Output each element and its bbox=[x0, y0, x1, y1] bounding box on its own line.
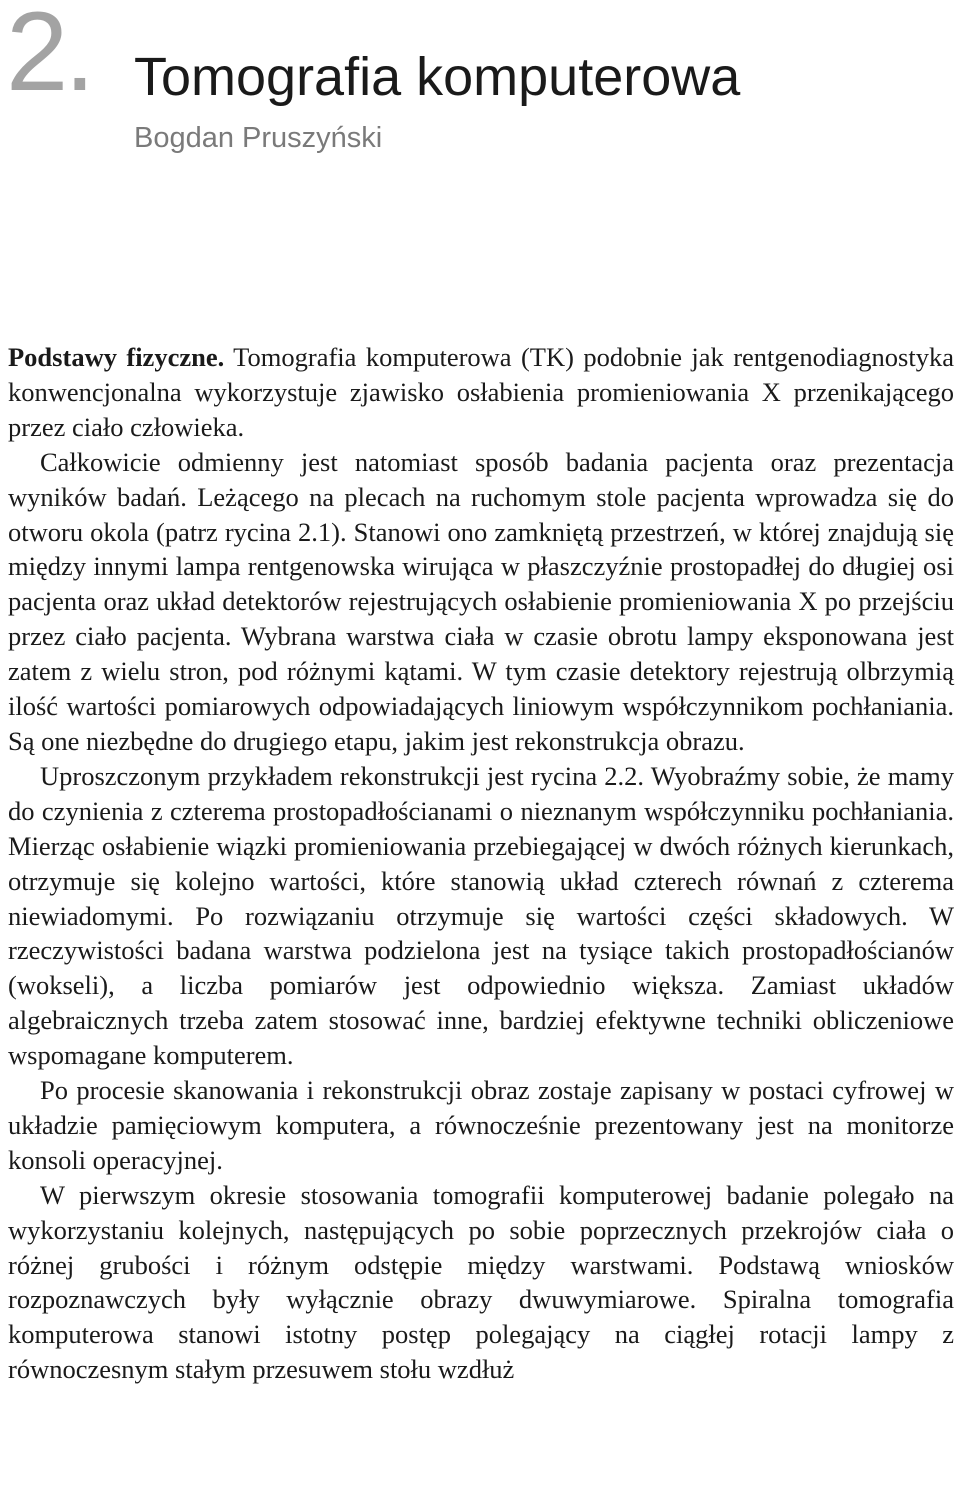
chapter-title: Tomografia komputerowa bbox=[134, 47, 741, 107]
section-lead: Podstawy fizyczne. bbox=[8, 342, 225, 372]
paragraph-1 bbox=[8, 340, 954, 445]
chapter-number: 2. bbox=[6, 0, 92, 114]
paragraph-3: Uproszczonym przykładem rekonstrukcji jest rycina 2.2. Wyobraźmy sobie, że mamy do czynienia z czterema prostopadłościanami o nieznanym współczynniku pochłaniania. Mierząc osłabienie wiązki promieniowania przebiegającej w dwóch różnych kierunkach, otrzymuje się kolejno wartości, które stanowią układ czterech równań z czterema niewiadomymi. Po rozwiązaniu otrzymuje się wartości części składowych. W rzeczywistości badana warstwa podzielona jest na tysiące takich prostopadłościanów (wokseli), a liczba pomiarów jest odpowiednio większa. Zamiast układów algebraicznych trzeba zatem stosować inne, bardziej efektywne techniki obliczeniowe wspomagane komputerem. bbox=[8, 760, 954, 1071]
paragraph-1-text: Tomografia komputerowa (TK) podobnie jak rentgenodiagnostyka konwencjonalna wykorzystuje zjawisko osłabienia promieniowania X przenikającego przez ciało człowieka. bbox=[8, 342, 954, 442]
paragraph-2: Całkowicie odmienny jest natomiast sposób badania pacjenta oraz prezentacja wyników badań. Leżącego na plecach na ruchomym stole pacjenta wprowadza się do otworu okola (patrz rycina 2.1). Stanowi ono zamkniętą przestrzeń, w której znajdują się między innymi lampa rentgenowska wirująca w płaszczyźnie prostopadłej do długiej osi pacjenta oraz układ detektorów rejestrujących osłabienie promieniowania X po przejściu przez ciało pacjenta. Wybrana warstwa ciała w czasie obrotu lampy eksponowana jest zatem z wielu stron, pod różnymi kątami. W tym czasie detektory rejestrują olbrzymią ilość wartości pomiarowych odpowiadających liniowym współczynnikom pochłaniania. Są one niezbędne do drugiego etapu, jakim jest rekonstrukcja obrazu. bbox=[8, 446, 954, 756]
paragraph-5: W pierwszym okresie stosowania tomografii komputerowej badanie polegało na wykorzystaniu kolejnych, następujących po sobie poprzecznych przekrojów ciała o różnej grubości i różnym odstępie między warstwami. Podstawą wniosków rozpoznawczych były wyłącznie obrazy dwuwymiarowe. Spiralna tomografia komputerowa stanowi istotny postęp polegający na ciągłej rotacji lampy z równoczesnym stałym przesuwem stołu wzdłuż bbox=[8, 1179, 954, 1385]
paragraph-4: Po procesie skanowania i rekonstrukcji obraz zostaje zapisany w postaci cyfrowej w układzie pamięciowym komputera, a równocześnie prezentowany jest na monitorze konsoli operacyjnej. bbox=[8, 1075, 954, 1175]
chapter-author: Bogdan Pruszyński bbox=[134, 122, 383, 154]
body-text bbox=[8, 340, 954, 1387]
